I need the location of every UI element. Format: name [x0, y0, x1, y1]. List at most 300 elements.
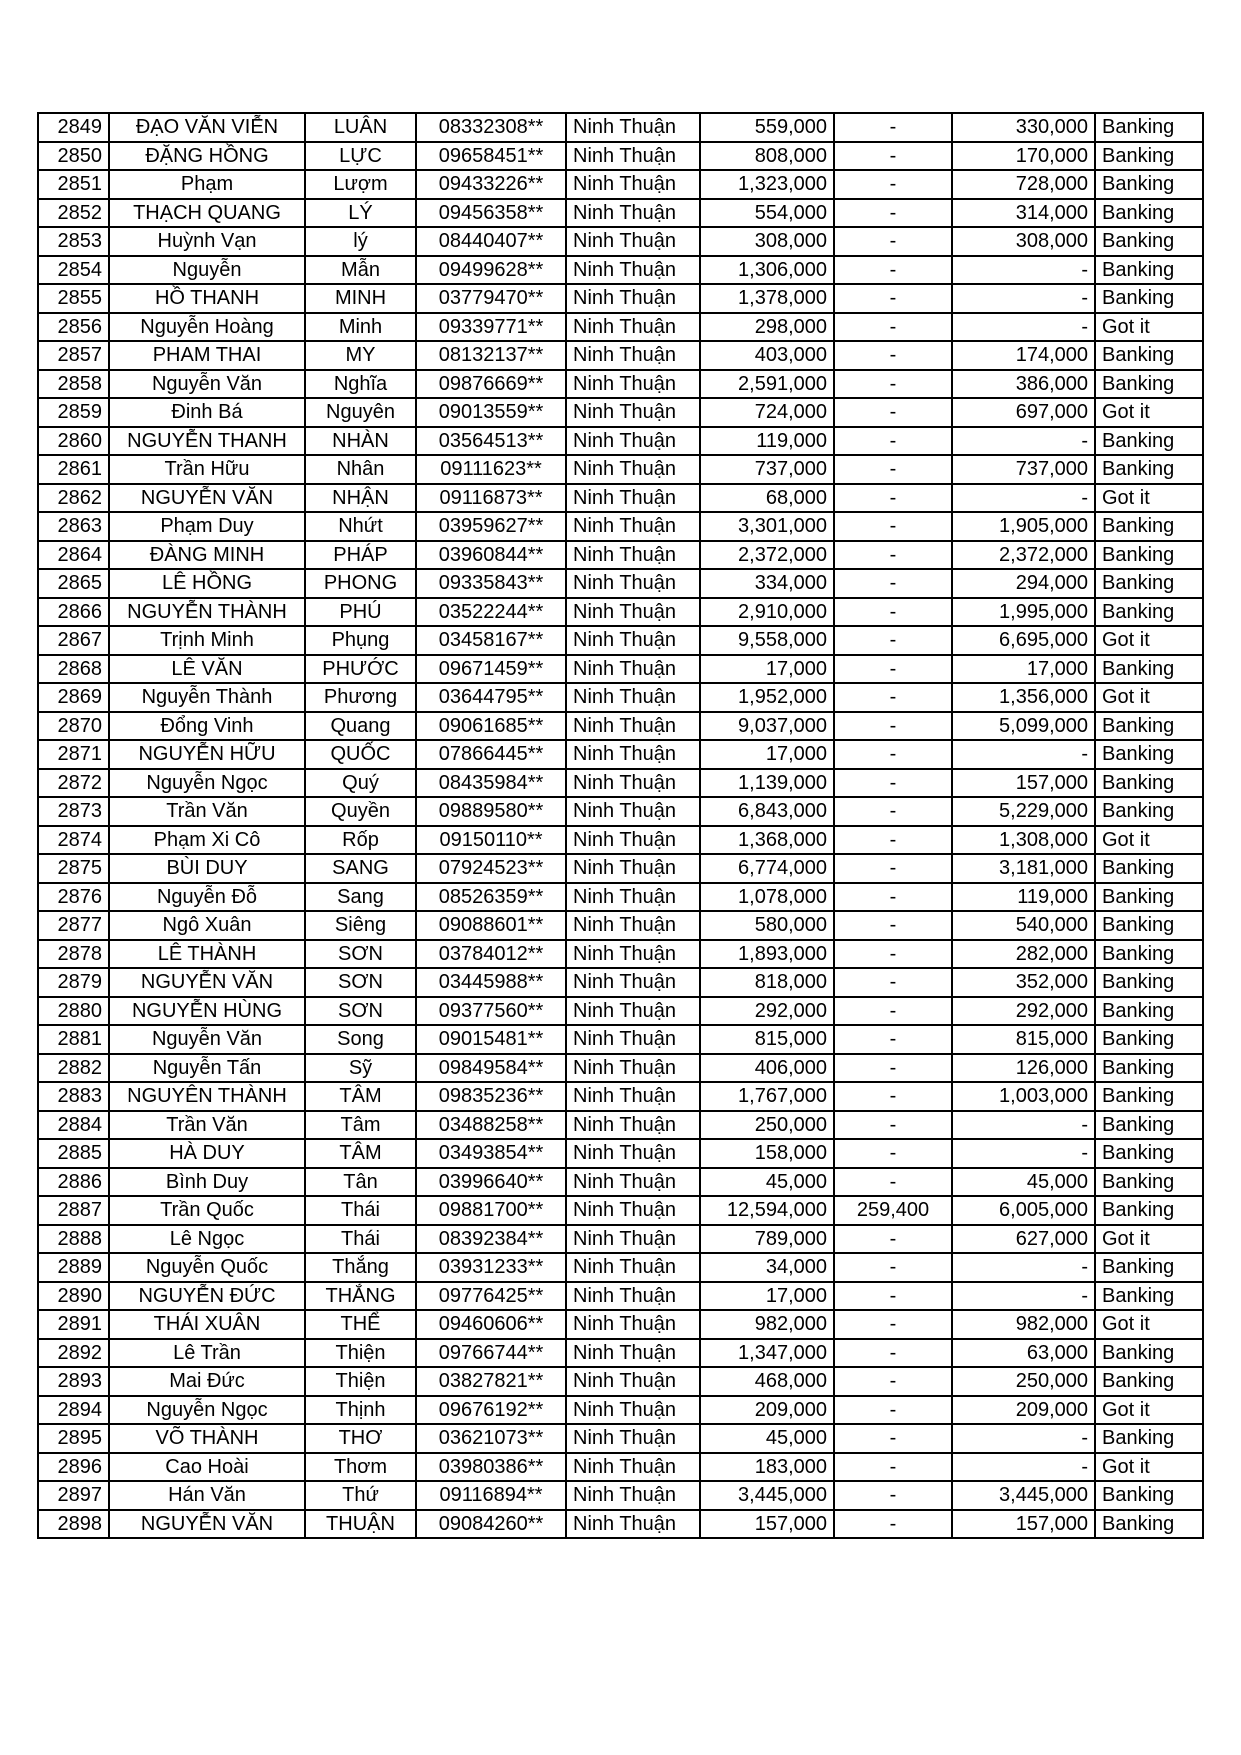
last-middle-name-cell: ĐÀNG MINH [109, 541, 305, 570]
province-cell: Ninh Thuận [566, 142, 700, 171]
last-middle-name-cell: Lê Ngọc [109, 1225, 305, 1254]
phone-cell: 03827821** [416, 1367, 566, 1396]
first-name-cell: Thái [305, 1225, 416, 1254]
phone-cell: 09766744** [416, 1339, 566, 1368]
deduction-cell: - [834, 968, 952, 997]
first-name-cell: Sang [305, 883, 416, 912]
last-middle-name-cell: ĐẶNG HỒNG [109, 142, 305, 171]
payment-method-cell: Banking [1095, 1139, 1203, 1168]
table-row [38, 113, 1203, 142]
amount-cell: 1,893,000 [700, 940, 834, 969]
row-number-cell: 2898 [38, 1510, 109, 1539]
last-middle-name-cell: Nguyễn Ngọc [109, 1396, 305, 1425]
amount-cell: 789,000 [700, 1225, 834, 1254]
last-middle-name-cell: Bình Duy [109, 1168, 305, 1197]
first-name-cell: NHÀN [305, 427, 416, 456]
payment-method-cell: Banking [1095, 341, 1203, 370]
payment-method-cell: Banking [1095, 598, 1203, 627]
last-middle-name-cell: Nguyễn [109, 256, 305, 285]
province-cell: Ninh Thuận [566, 1282, 700, 1311]
table-row [38, 1196, 1203, 1225]
amount-cell: 45,000 [700, 1424, 834, 1453]
payment-method-cell: Got it [1095, 683, 1203, 712]
deduction-cell: - [834, 1424, 952, 1453]
first-name-cell: THỂ [305, 1310, 416, 1339]
row-number-cell: 2849 [38, 113, 109, 142]
deduction-cell: - [834, 541, 952, 570]
table-row [38, 1282, 1203, 1311]
first-name-cell: Rốp [305, 826, 416, 855]
row-number-cell: 2876 [38, 883, 109, 912]
deduction-cell: - [834, 1139, 952, 1168]
last-middle-name-cell: Nguyễn Văn [109, 1025, 305, 1054]
deduction-cell: - [834, 598, 952, 627]
deduction-cell: - [834, 1339, 952, 1368]
table-row [38, 712, 1203, 741]
province-cell: Ninh Thuận [566, 769, 700, 798]
paid-amount-cell: 157,000 [952, 1510, 1095, 1539]
first-name-cell: Phụng [305, 626, 416, 655]
paid-amount-cell: - [952, 1111, 1095, 1140]
province-cell: Ninh Thuận [566, 712, 700, 741]
paid-amount-cell: - [952, 1282, 1095, 1311]
table-row [38, 740, 1203, 769]
payment-method-cell: Banking [1095, 1367, 1203, 1396]
payment-method-cell: Banking [1095, 769, 1203, 798]
deduction-cell: - [834, 256, 952, 285]
last-middle-name-cell: VÕ THÀNH [109, 1424, 305, 1453]
table-row [38, 940, 1203, 969]
province-cell: Ninh Thuận [566, 1111, 700, 1140]
last-middle-name-cell: Trịnh Minh [109, 626, 305, 655]
deduction-cell: - [834, 940, 952, 969]
province-cell: Ninh Thuận [566, 854, 700, 883]
payment-method-cell: Banking [1095, 1025, 1203, 1054]
row-number-cell: 2872 [38, 769, 109, 798]
province-cell: Ninh Thuận [566, 626, 700, 655]
province-cell: Ninh Thuận [566, 113, 700, 142]
deduction-cell: - [834, 398, 952, 427]
last-middle-name-cell: Nguyễn Hoàng [109, 313, 305, 342]
row-number-cell: 2885 [38, 1139, 109, 1168]
last-middle-name-cell: Đinh Bá [109, 398, 305, 427]
paid-amount-cell: 6,695,000 [952, 626, 1095, 655]
payment-method-cell: Banking [1095, 1168, 1203, 1197]
first-name-cell: Nghĩa [305, 370, 416, 399]
deduction-cell: - [834, 569, 952, 598]
table-row [38, 227, 1203, 256]
phone-cell: 03493854** [416, 1139, 566, 1168]
phone-cell: 08132137** [416, 341, 566, 370]
last-middle-name-cell: BÙI DUY [109, 854, 305, 883]
first-name-cell: Lượm [305, 170, 416, 199]
first-name-cell: Thứ [305, 1481, 416, 1510]
paid-amount-cell: 126,000 [952, 1054, 1095, 1083]
table-row [38, 199, 1203, 228]
table-row [38, 911, 1203, 940]
last-middle-name-cell: Ngô Xuân [109, 911, 305, 940]
province-cell: Ninh Thuận [566, 455, 700, 484]
phone-cell: 09849584** [416, 1054, 566, 1083]
paid-amount-cell: 5,229,000 [952, 797, 1095, 826]
row-number-cell: 2871 [38, 740, 109, 769]
table-row [38, 626, 1203, 655]
table-row [38, 968, 1203, 997]
amount-cell: 158,000 [700, 1139, 834, 1168]
paid-amount-cell: 282,000 [952, 940, 1095, 969]
payment-method-cell: Banking [1095, 712, 1203, 741]
amount-cell: 308,000 [700, 227, 834, 256]
table-row [38, 883, 1203, 912]
paid-amount-cell: 5,099,000 [952, 712, 1095, 741]
first-name-cell: Song [305, 1025, 416, 1054]
table-row [38, 398, 1203, 427]
phone-cell: 09658451** [416, 142, 566, 171]
phone-cell: 09433226** [416, 170, 566, 199]
row-number-cell: 2855 [38, 284, 109, 313]
payment-method-cell: Banking [1095, 1111, 1203, 1140]
province-cell: Ninh Thuận [566, 1082, 700, 1111]
first-name-cell: Thắng [305, 1253, 416, 1282]
phone-cell: 09377560** [416, 997, 566, 1026]
table-row [38, 854, 1203, 883]
first-name-cell: TÂM [305, 1082, 416, 1111]
row-number-cell: 2883 [38, 1082, 109, 1111]
paid-amount-cell: 6,005,000 [952, 1196, 1095, 1225]
first-name-cell: Tâm [305, 1111, 416, 1140]
deduction-cell: - [834, 911, 952, 940]
amount-cell: 34,000 [700, 1253, 834, 1282]
table-row [38, 170, 1203, 199]
province-cell: Ninh Thuận [566, 199, 700, 228]
payment-method-cell: Banking [1095, 997, 1203, 1026]
deduction-cell: - [834, 284, 952, 313]
province-cell: Ninh Thuận [566, 1054, 700, 1083]
province-cell: Ninh Thuận [566, 883, 700, 912]
amount-cell: 554,000 [700, 199, 834, 228]
payment-method-cell: Banking [1095, 370, 1203, 399]
last-middle-name-cell: Trần Văn [109, 797, 305, 826]
phone-cell: 09013559** [416, 398, 566, 427]
last-middle-name-cell: Phạm Duy [109, 512, 305, 541]
deduction-cell: - [834, 1225, 952, 1254]
phone-cell: 09876669** [416, 370, 566, 399]
last-middle-name-cell: Nguyễn Ngọc [109, 769, 305, 798]
first-name-cell: Tân [305, 1168, 416, 1197]
deduction-cell: - [834, 427, 952, 456]
payment-method-cell: Banking [1095, 1339, 1203, 1368]
phone-cell: 08392384** [416, 1225, 566, 1254]
row-number-cell: 2857 [38, 341, 109, 370]
row-number-cell: 2880 [38, 997, 109, 1026]
first-name-cell: PHONG [305, 569, 416, 598]
first-name-cell: Siêng [305, 911, 416, 940]
first-name-cell: SƠN [305, 940, 416, 969]
last-middle-name-cell: Nguyễn Quốc [109, 1253, 305, 1282]
amount-cell: 1,139,000 [700, 769, 834, 798]
paid-amount-cell: 3,181,000 [952, 854, 1095, 883]
payment-method-cell: Banking [1095, 1510, 1203, 1539]
first-name-cell: Nguyên [305, 398, 416, 427]
paid-amount-cell: 2,372,000 [952, 541, 1095, 570]
row-number-cell: 2877 [38, 911, 109, 940]
table-row [38, 1025, 1203, 1054]
amount-cell: 334,000 [700, 569, 834, 598]
phone-cell: 09499628** [416, 256, 566, 285]
payment-method-cell: Banking [1095, 284, 1203, 313]
table-row [38, 284, 1203, 313]
deduction-cell: - [834, 1025, 952, 1054]
first-name-cell: MINH [305, 284, 416, 313]
deduction-cell: - [834, 370, 952, 399]
first-name-cell: TÂM [305, 1139, 416, 1168]
last-middle-name-cell: Lê Trần [109, 1339, 305, 1368]
paid-amount-cell: 294,000 [952, 569, 1095, 598]
last-middle-name-cell: NGUYÊN THÀNH [109, 1082, 305, 1111]
phone-cell: 03784012** [416, 940, 566, 969]
first-name-cell: Quyền [305, 797, 416, 826]
paid-amount-cell: 540,000 [952, 911, 1095, 940]
first-name-cell: LUÂN [305, 113, 416, 142]
phone-cell: 09671459** [416, 655, 566, 684]
row-number-cell: 2886 [38, 1168, 109, 1197]
row-number-cell: 2851 [38, 170, 109, 199]
last-middle-name-cell: Huỳnh Vạn [109, 227, 305, 256]
amount-cell: 559,000 [700, 113, 834, 142]
last-middle-name-cell: NGUYỄN THANH [109, 427, 305, 456]
province-cell: Ninh Thuận [566, 1424, 700, 1453]
last-middle-name-cell: HÀ DUY [109, 1139, 305, 1168]
paid-amount-cell: 982,000 [952, 1310, 1095, 1339]
row-number-cell: 2861 [38, 455, 109, 484]
row-number-cell: 2882 [38, 1054, 109, 1083]
table-row [38, 683, 1203, 712]
last-middle-name-cell: THẠCH QUANG [109, 199, 305, 228]
payment-method-cell: Banking [1095, 940, 1203, 969]
last-middle-name-cell: Phạm Xi Cô [109, 826, 305, 855]
table-row [38, 1510, 1203, 1539]
amount-cell: 2,372,000 [700, 541, 834, 570]
payment-method-cell: Got it [1095, 826, 1203, 855]
phone-cell: 07866445** [416, 740, 566, 769]
amount-cell: 818,000 [700, 968, 834, 997]
province-cell: Ninh Thuận [566, 170, 700, 199]
last-middle-name-cell: NGUYỄN HÙNG [109, 997, 305, 1026]
last-middle-name-cell: NGUYỄN HỮU [109, 740, 305, 769]
amount-cell: 1,952,000 [700, 683, 834, 712]
payment-method-cell: Banking [1095, 113, 1203, 142]
last-middle-name-cell: Trần Hữu [109, 455, 305, 484]
amount-cell: 17,000 [700, 655, 834, 684]
table-row [38, 997, 1203, 1026]
row-number-cell: 2864 [38, 541, 109, 570]
province-cell: Ninh Thuận [566, 1310, 700, 1339]
amount-cell: 815,000 [700, 1025, 834, 1054]
province-cell: Ninh Thuận [566, 541, 700, 570]
payment-method-cell: Banking [1095, 256, 1203, 285]
row-number-cell: 2860 [38, 427, 109, 456]
deduction-cell: - [834, 797, 952, 826]
row-number-cell: 2862 [38, 484, 109, 513]
last-middle-name-cell: THÁI XUÂN [109, 1310, 305, 1339]
paid-amount-cell: 17,000 [952, 655, 1095, 684]
phone-cell: 09061685** [416, 712, 566, 741]
province-cell: Ninh Thuận [566, 370, 700, 399]
table-body [38, 113, 1203, 1538]
phone-cell: 03564513** [416, 427, 566, 456]
payment-method-cell: Got it [1095, 313, 1203, 342]
first-name-cell: SANG [305, 854, 416, 883]
table-row [38, 1339, 1203, 1368]
table-row [38, 541, 1203, 570]
first-name-cell: THUẬN [305, 1510, 416, 1539]
payment-method-cell: Got it [1095, 1310, 1203, 1339]
table-row [38, 313, 1203, 342]
row-number-cell: 2869 [38, 683, 109, 712]
paid-amount-cell: 45,000 [952, 1168, 1095, 1197]
payment-method-cell: Banking [1095, 1481, 1203, 1510]
paid-amount-cell: - [952, 484, 1095, 513]
first-name-cell: Thịnh [305, 1396, 416, 1425]
phone-cell: 03621073** [416, 1424, 566, 1453]
deduction-cell: - [834, 655, 952, 684]
province-cell: Ninh Thuận [566, 1168, 700, 1197]
first-name-cell: Thiện [305, 1367, 416, 1396]
province-cell: Ninh Thuận [566, 598, 700, 627]
amount-cell: 250,000 [700, 1111, 834, 1140]
row-number-cell: 2896 [38, 1453, 109, 1482]
table-row [38, 569, 1203, 598]
payment-method-cell: Got it [1095, 1453, 1203, 1482]
table-row [38, 1168, 1203, 1197]
last-middle-name-cell: NGUYỄN VĂN [109, 1510, 305, 1539]
row-number-cell: 2879 [38, 968, 109, 997]
payment-method-cell: Banking [1095, 170, 1203, 199]
row-number-cell: 2893 [38, 1367, 109, 1396]
amount-cell: 724,000 [700, 398, 834, 427]
first-name-cell: PHƯỚC [305, 655, 416, 684]
phone-cell: 03458167** [416, 626, 566, 655]
row-number-cell: 2856 [38, 313, 109, 342]
province-cell: Ninh Thuận [566, 911, 700, 940]
province-cell: Ninh Thuận [566, 797, 700, 826]
deduction-cell: - [834, 683, 952, 712]
row-number-cell: 2873 [38, 797, 109, 826]
amount-cell: 1,323,000 [700, 170, 834, 199]
table-row [38, 1453, 1203, 1482]
row-number-cell: 2887 [38, 1196, 109, 1225]
last-middle-name-cell: LÊ VĂN [109, 655, 305, 684]
paid-amount-cell: 1,003,000 [952, 1082, 1095, 1111]
row-number-cell: 2852 [38, 199, 109, 228]
row-number-cell: 2884 [38, 1111, 109, 1140]
amount-cell: 209,000 [700, 1396, 834, 1425]
last-middle-name-cell: Hán Văn [109, 1481, 305, 1510]
amount-cell: 183,000 [700, 1453, 834, 1482]
province-cell: Ninh Thuận [566, 313, 700, 342]
amount-cell: 3,445,000 [700, 1481, 834, 1510]
deduction-cell: - [834, 170, 952, 199]
amount-cell: 737,000 [700, 455, 834, 484]
paid-amount-cell: 170,000 [952, 142, 1095, 171]
province-cell: Ninh Thuận [566, 740, 700, 769]
first-name-cell: Sỹ [305, 1054, 416, 1083]
deduction-cell: - [834, 113, 952, 142]
amount-cell: 2,910,000 [700, 598, 834, 627]
first-name-cell: Thiện [305, 1339, 416, 1368]
phone-cell: 09460606** [416, 1310, 566, 1339]
deduction-cell: - [834, 1310, 952, 1339]
table-row [38, 256, 1203, 285]
first-name-cell: Minh [305, 313, 416, 342]
row-number-cell: 2850 [38, 142, 109, 171]
payment-method-cell: Banking [1095, 1424, 1203, 1453]
first-name-cell: Quý [305, 769, 416, 798]
last-middle-name-cell: NGUYỄN ĐỨC [109, 1282, 305, 1311]
amount-cell: 982,000 [700, 1310, 834, 1339]
deduction-cell: - [834, 1082, 952, 1111]
row-number-cell: 2891 [38, 1310, 109, 1339]
deduction-cell: - [834, 997, 952, 1026]
province-cell: Ninh Thuận [566, 826, 700, 855]
payment-method-cell: Banking [1095, 655, 1203, 684]
paid-amount-cell: - [952, 740, 1095, 769]
first-name-cell: Quang [305, 712, 416, 741]
payment-method-cell: Banking [1095, 1253, 1203, 1282]
province-cell: Ninh Thuận [566, 284, 700, 313]
table-row [38, 484, 1203, 513]
phone-cell: 03960844** [416, 541, 566, 570]
phone-cell: 09676192** [416, 1396, 566, 1425]
deduction-cell: - [834, 313, 952, 342]
row-number-cell: 2858 [38, 370, 109, 399]
first-name-cell: SƠN [305, 997, 416, 1026]
first-name-cell: Nhứt [305, 512, 416, 541]
row-number-cell: 2874 [38, 826, 109, 855]
province-cell: Ninh Thuận [566, 569, 700, 598]
first-name-cell: PHÚ [305, 598, 416, 627]
paid-amount-cell: 314,000 [952, 199, 1095, 228]
table-row [38, 1139, 1203, 1168]
amount-cell: 580,000 [700, 911, 834, 940]
payment-method-cell: Banking [1095, 199, 1203, 228]
payment-method-cell: Banking [1095, 455, 1203, 484]
phone-cell: 09335843** [416, 569, 566, 598]
paid-amount-cell: 3,445,000 [952, 1481, 1095, 1510]
payment-method-cell: Banking [1095, 797, 1203, 826]
payment-method-cell: Got it [1095, 484, 1203, 513]
province-cell: Ninh Thuận [566, 427, 700, 456]
phone-cell: 09889580** [416, 797, 566, 826]
phone-cell: 03488258** [416, 1111, 566, 1140]
last-middle-name-cell: NGUYỄN VĂN [109, 484, 305, 513]
phone-cell: 03980386** [416, 1453, 566, 1482]
last-middle-name-cell: HỒ THANH [109, 284, 305, 313]
payment-method-cell: Got it [1095, 1225, 1203, 1254]
province-cell: Ninh Thuận [566, 1367, 700, 1396]
province-cell: Ninh Thuận [566, 968, 700, 997]
first-name-cell: NHẬN [305, 484, 416, 513]
row-number-cell: 2867 [38, 626, 109, 655]
row-number-cell: 2865 [38, 569, 109, 598]
province-cell: Ninh Thuận [566, 227, 700, 256]
amount-cell: 157,000 [700, 1510, 834, 1539]
paid-amount-cell: - [952, 1139, 1095, 1168]
row-number-cell: 2892 [38, 1339, 109, 1368]
first-name-cell: Mẫn [305, 256, 416, 285]
paid-amount-cell: 386,000 [952, 370, 1095, 399]
payment-method-cell: Banking [1095, 569, 1203, 598]
